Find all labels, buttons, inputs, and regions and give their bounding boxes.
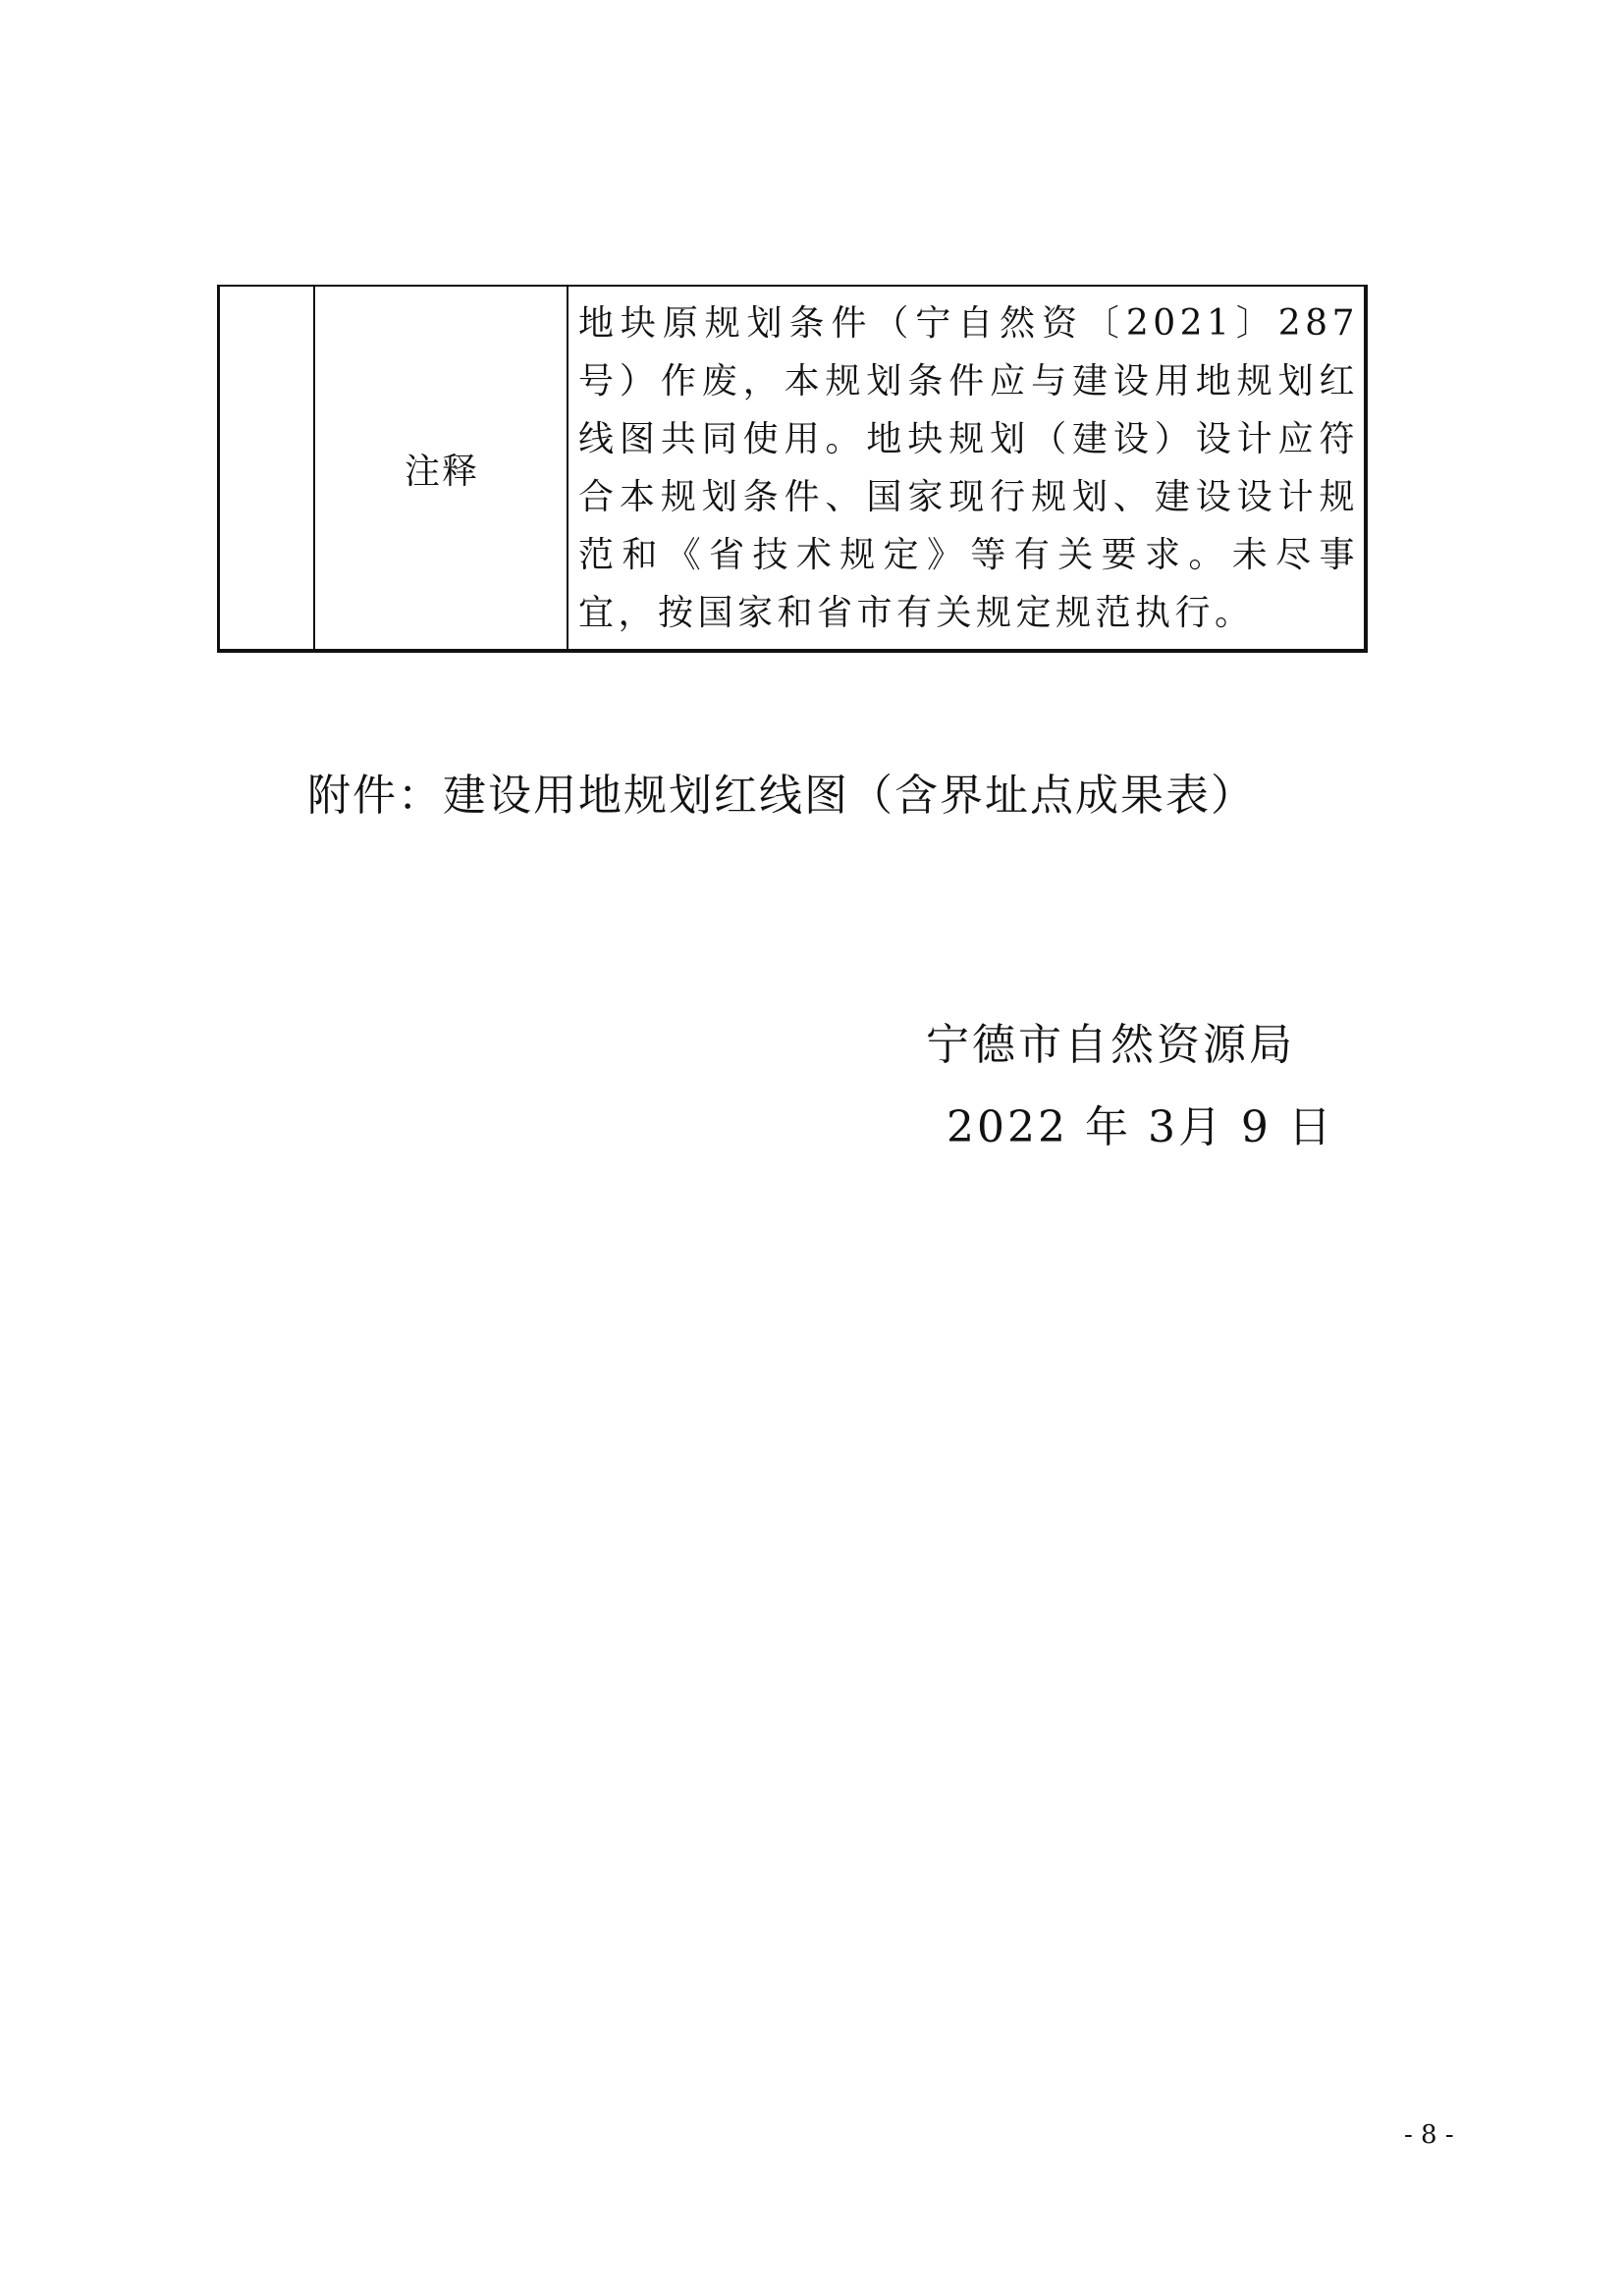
notes-content: 地块原规划条件（宁自然资〔2021〕287号）作废，本规划条件应与建设用地规划红线图共同使用。地块规划（建设）设计应符合本规划条件、国家现行规划、建设设计规范和《省技术规定》等有关要求。未尽事宜，按国家和省市有关规定规范执行。	[578, 303, 1359, 633]
issuer-name: 宁德市自然资源局	[926, 1020, 1295, 1070]
attachment-line: 附件：建设用地规划红线图（含界址点成果表）	[307, 771, 1256, 821]
notes-label-cell	[316, 285, 568, 653]
table-right-border	[1364, 285, 1368, 653]
issue-date: 2022 年 3月 9 日	[947, 1102, 1334, 1152]
notes-table	[217, 285, 1368, 653]
table-column-divider-1	[313, 285, 315, 653]
notes-content-cell	[578, 294, 1359, 642]
notes-label: 注释	[404, 452, 479, 492]
table-left-border	[217, 285, 220, 653]
page-number: - 8 -	[1404, 2120, 1454, 2150]
